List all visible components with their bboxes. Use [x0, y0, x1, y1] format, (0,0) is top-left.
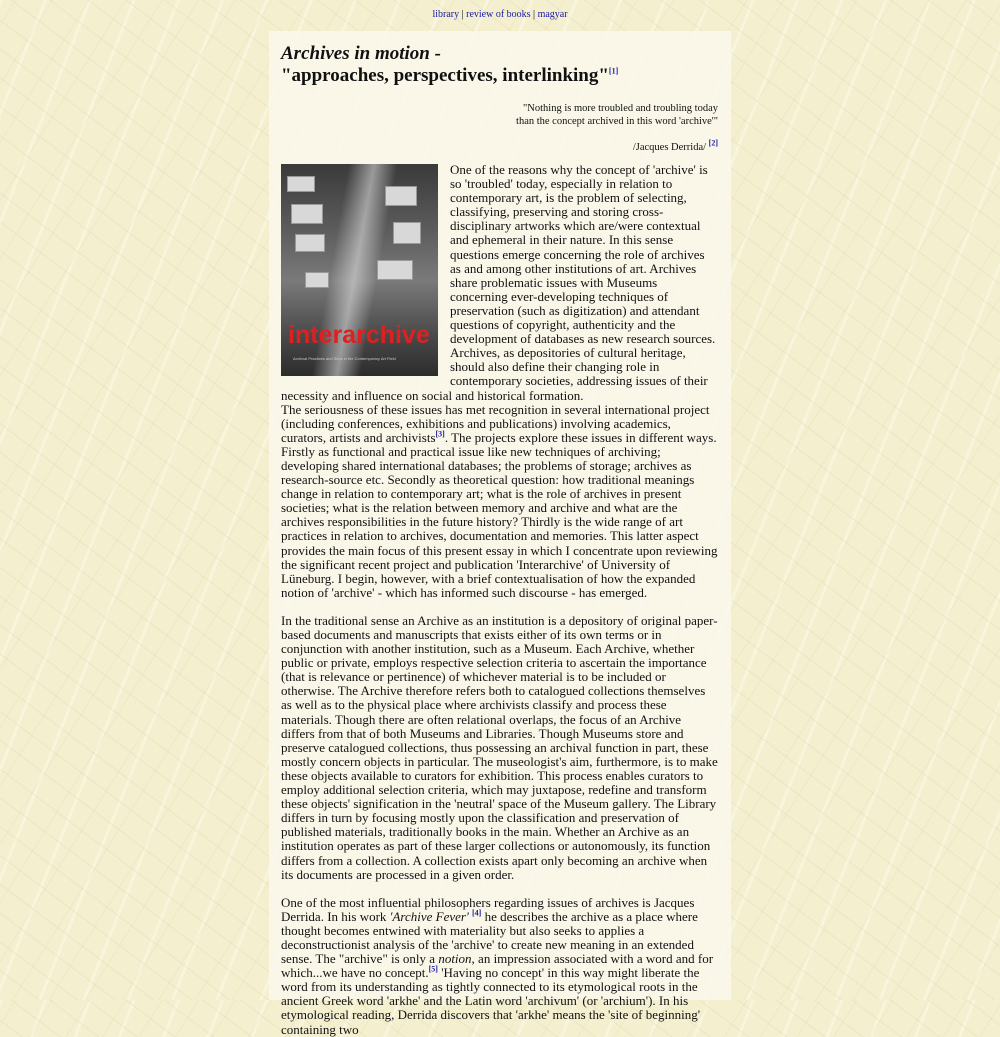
footnote-link-4[interactable]: [4] [471, 908, 482, 918]
article-panel [269, 31, 731, 1037]
archive-box-shape [305, 272, 329, 288]
archive-box-shape [393, 222, 421, 244]
notion-word: notion [438, 951, 472, 967]
paragraph-2-text-a: The seriousness of these issues has met recognition in several international project (including conferences, exhibitions and publications) involving academics, curators, artists and archivists [281, 401, 710, 445]
nav-separator: | [533, 9, 536, 20]
interarchive-book-cover-image [281, 164, 438, 376]
archive-box-shape [377, 260, 413, 280]
archive-box-shape [295, 234, 325, 252]
archive-box-shape [291, 204, 323, 224]
epigraph-quote [281, 102, 718, 128]
footnote-link-5[interactable]: [5] [428, 964, 438, 974]
article-title [281, 43, 718, 86]
article-body [281, 43, 718, 1037]
quote-author-name: /Jacques Derrida/ [632, 142, 707, 153]
archive-box-shape [287, 176, 315, 192]
cover-caption-text: Archival Practices and Sites in the Contemporary Art Field [293, 356, 396, 361]
paragraph-4 [281, 896, 718, 1037]
paragraph-2-text-b: . The projects explore these issues in different ways. Firstly as functional and practical issue like new techniques of archiving; developing shared international databases; the problems of storage; archives as research-source etc. Secondly as theoretical question: how traditional meanings change in relation to contemporary art; what is the role of archives in present societies; what is the relation between memory and archive and what are the archives responsibilities in the future history? Thirdly is the wide range of art practices in relation to archives, documentation and memories. This latter aspect provides the main focus of this present essay in which I concentrate upon reviewing the significant recent project and publication 'Interarchive' of University of Lüneburg. I begin, however, with a brief contextualisation of how the expanded notion of 'archive' - which has informed such discourse - has emerged. [281, 429, 718, 600]
paragraph-4-text-a: One of the most influential philosophers regarding issues of archives is Jacques Derrida. In his work [281, 894, 695, 924]
footnote-link-2[interactable]: [2] [708, 138, 718, 148]
paragraph-1: One of the reasons why the concept of 'archive' is so 'troubled' today, especially in relation to contemporary art, is the problem of selecting, classifying, preserving and storing cross-disciplinary artworks which are/were contextual and ephemeral in their nature. In this sense questions emerge concerning the role of archives as and among other institutions of art. Archives share problematic issues with Museums concerning ever-developing techniques of preservation (such as digitization) and attendant questions of copyright, authenticity and the development of databases as new research sources. Archives, as depositories of cultural heritage, should also define their changing role in contemporary societies, addressing issues of their necessity and influence on social and historical formation. [281, 162, 716, 403]
nav-separator: | [461, 9, 464, 20]
paragraph-3: In the traditional sense an Archive as an institution is a depository of original paper-based documents and manuscripts that exists either of its own terms or in conjunction with another institution, such as a Museum. Each Archive, whether public or private, employs respective selection criteria to ascertain the importance (that is relevance or pertinence) of whichever material is to be included or otherwise. The Archive therefore refers both to catalogued collections themselves as well as to the physical place where archivists classify and process these materials. Though there are often relational overlaps, the focus of an Archive differs from that of both Museums and Libraries. Though Museums store and preserve catalogued collections, thus possessing an archival function in part, these mostly concern objects in particular. The museologist's aim, furthermore, is to make these objects available to curators for exhibition. This process enables curators to employ additional selection criteria, which may juxtapose, redefine and transform these objects' signification in the 'neutral' space of the Museum gallery. The Library differs in turn by focusing mostly upon the classification and preservation of published materials, traditionally books in the main. Whether an Archive as an institution operates as part of these larger collections or autonomously, its function differs from a collection. A collection exists apart only becoming an archive when its documents are processed in a given order. [281, 612, 718, 882]
footnote-link-1[interactable]: [1] [608, 66, 619, 76]
archive-fever-title: 'Archive Fever' [389, 908, 469, 924]
nav-link-library[interactable]: library [432, 9, 460, 20]
quote-line-1: "Nothing is more troubled and troubling today [522, 103, 718, 114]
title-line-2: "approaches, perspectives, interlinking" [281, 64, 609, 86]
quote-author [281, 138, 718, 154]
top-navigation [0, 9, 1000, 21]
nav-link-magyar[interactable]: magyar [537, 9, 568, 20]
nav-link-review-of-books[interactable]: review of books [466, 9, 531, 20]
quote-line-2: than the concept archived in this word 'archive'" [516, 116, 718, 127]
paragraph-2 [281, 403, 718, 600]
paragraph-4-text-d: 'Having no concept' in this way might liberate the word from its understanding as tightly connected to its etymological roots in the ancient Greek word 'arkhe' and the Latin word 'archivum' (or 'archium'). In his etymological reading, Derrida discovers that 'arkhe' means the 'site of beginning' containing two [281, 965, 701, 1037]
cover-title-text: interarchive [288, 321, 430, 349]
footnote-link-3[interactable]: [3] [435, 429, 445, 439]
archive-box-shape [385, 186, 417, 206]
paragraph-4-text-b: he describes the archive as a place where thought becomes entwined with materiality but also seeks to applies a deconstructionist analysis of the 'archive' to create new meaning in an extended sense. The "archive" is only a [281, 908, 698, 967]
paragraph-4-text-c: , an impression associated with a word and for which...we have no concept. [281, 951, 714, 981]
title-line-1: Archives in motion - [281, 43, 441, 64]
